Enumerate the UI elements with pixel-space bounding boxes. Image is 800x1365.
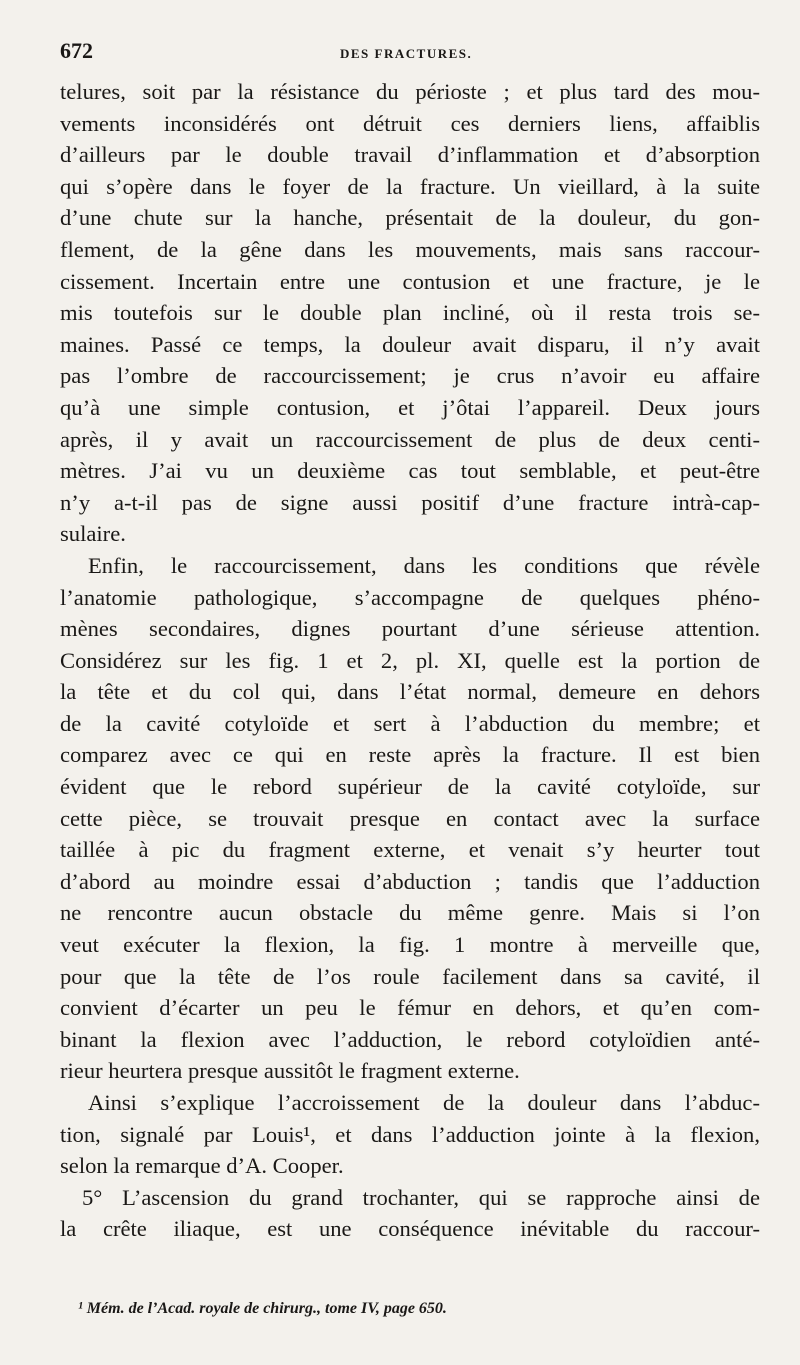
text-line: tion, signalé par Louis¹, et dans l’adduction jointe à la flexion, [60,1121,760,1147]
text-line: veut exécuter la flexion, la fig. 1 montre à merveille que, [60,932,760,958]
text-line: mènes secondaires, dignes pourtant d’une sérieuse attention. [60,616,760,642]
text-line: après, il y avait un raccourcissement de plus de deux centi- [60,426,760,452]
text-line: cissement. Incertain entre une contusion et une fracture, je le [60,268,760,294]
text-line: mètres. J’ai vu un deuxième cas tout semblable, et peut-être [60,458,760,484]
text-line: binant la flexion avec l’adduction, le rebord cotyloïdien anté- [60,1026,760,1052]
text-line: rieur heurtera presque aussitôt le fragment externe. [60,1058,520,1084]
text-line: qui s’opère dans le foyer de la fracture. Un vieillard, à la suite [60,173,760,199]
text-line: comparez avec ce qui en reste après la fracture. Il est bien [60,742,760,768]
text-line: la tête et du col qui, dans l’état normal, demeure en dehors [60,679,760,705]
text-line: la crête iliaque, est une conséquence inévitable du raccour- [60,1216,760,1242]
running-title: DES FRACTURES. [340,46,473,61]
text-line: flement, de la gêne dans les mouvements, mais sans raccour- [60,236,760,262]
text-line: selon la remarque d’A. Cooper. [60,1153,344,1179]
text-line: ne rencontre aucun obstacle du même genre. Mais si l’on [60,900,760,926]
text-line: maines. Passé ce temps, la douleur avait disparu, il n’y avait [60,331,760,357]
text-line: l’anatomie pathologique, s’accompagne de quelques phéno- [60,584,760,610]
text-line: taillée à pic du fragment externe, et venait s’y heurter tout [60,837,760,863]
text-line: d’abord au moindre essai d’abduction ; tandis que l’adduction [60,868,760,894]
page-number: 672 [60,38,93,63]
text-line: convient d’écarter un peu le fémur en dehors, et qu’en com- [60,995,760,1021]
text-line: Ainsi s’explique l’accroissement de la douleur dans l’abduc- [88,1090,760,1115]
running-head [60,38,760,66]
paragraph-3 [60,1087,760,1182]
text-line: 5° L’ascension du grand trochanter, qui se rapproche ainsi de [82,1184,760,1210]
text-line: qu’à une simple contusion, et j’ôtai l’appareil. Deux jours [60,394,760,420]
footnote: ¹ Mém. de l’Acad. royale de chirurg., tome IV, page 650. [78,1300,447,1317]
text-line: évident que le rebord supérieur de la cavité cotyloïde, sur [60,774,760,800]
text-line: telures, soit par la résistance du périoste ; et plus tard des mou- [60,79,760,104]
paragraph-1 [60,76,760,550]
text-line: pas l’ombre de raccourcissement; je crus n’avoir eu affaire [60,363,760,389]
text-line: cette pièce, se trouvait presque en contact avec la surface [60,805,760,831]
text-line: n’y a-t-il pas de signe aussi positif d’une fracture intrà-cap- [60,489,760,515]
text-line: d’une chute sur la hanche, présentait de la douleur, du gon- [60,205,760,231]
text-line: d’ailleurs par le double travail d’inflammation et d’absorption [60,142,760,168]
paragraph-4 [60,1182,760,1245]
text-line: vements inconsidérés ont détruit ces derniers liens, affaiblis [60,110,760,136]
paragraph-2 [60,550,760,1087]
text-line: Considérez sur les fig. 1 et 2, pl. XI, quelle est la portion de [60,647,760,673]
text-line: Enfin, le raccourcissement, dans les conditions que révèle [88,552,760,578]
text-line: de la cavité cotyloïde et sert à l’abduction du membre; et [60,710,760,736]
text-line: sulaire. [60,521,126,547]
text-line: pour que la tête de l’os roule facilement dans sa cavité, il [60,963,760,989]
body-text [60,76,760,1245]
text-line: mis toutefois sur le double plan incliné, où il resta trois se- [60,300,760,326]
